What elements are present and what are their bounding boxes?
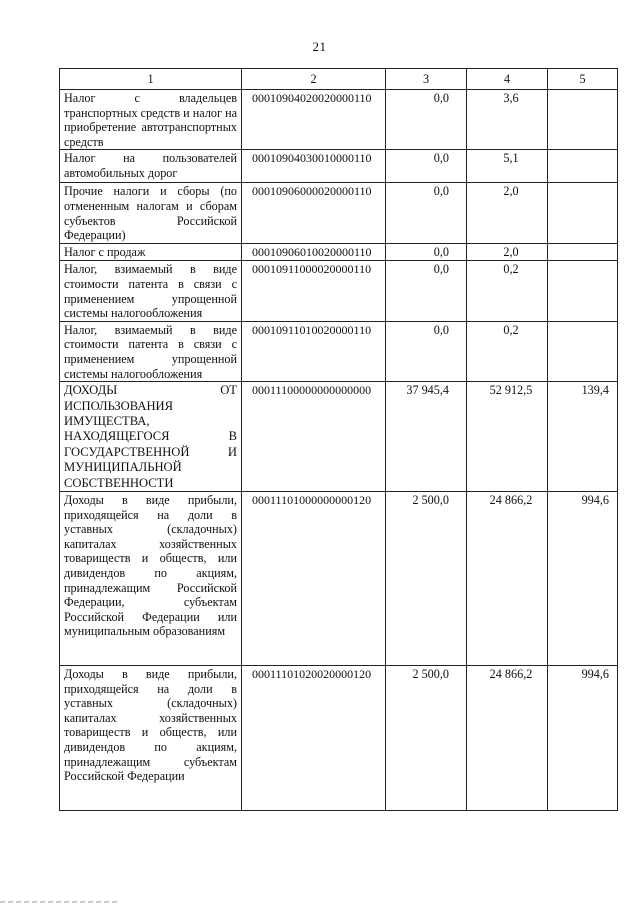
table-row xyxy=(60,150,618,183)
row-col3-cell: 0,0 xyxy=(386,90,467,150)
row-name-cell: Прочие налоги и сборы (по отмененным налогам и сборам субъектов Российской Федерации) xyxy=(60,183,242,244)
column-header-1: 1 xyxy=(60,69,242,90)
column-header-5: 5 xyxy=(548,69,618,90)
row-col5-cell xyxy=(548,261,618,321)
row-code-cell: 00010911000020000110 xyxy=(242,261,386,321)
revenue-table xyxy=(59,68,618,811)
column-header-4: 4 xyxy=(467,69,548,90)
row-col4-cell: 2,0 xyxy=(467,183,548,244)
row-name-cell: Доходы в виде прибыли, приходящейся на доли в уставных (складочных) капиталах хозяйственных товариществ и обществ, или дивидендов по акциям, принадлежащим субъектам Российской Федерации xyxy=(60,665,242,810)
row-col3-cell: 0,0 xyxy=(386,150,467,183)
row-col3-cell: 0,0 xyxy=(386,183,467,244)
column-header-3: 3 xyxy=(386,69,467,90)
row-col5-cell xyxy=(548,244,618,261)
row-name-cell: ДОХОДЫ ОТ ИСПОЛЬЗОВАНИЯ ИМУЩЕСТВА, НАХОДЯЩЕГОСЯ В ГОСУДАРСТВЕННОЙ И МУНИЦИПАЛЬНОЙ СОБСТВЕННОСТИ xyxy=(60,382,242,492)
table-row xyxy=(60,261,618,321)
row-col3-cell: 2 500,0 xyxy=(386,491,467,665)
row-col5-cell xyxy=(548,321,618,381)
table-row xyxy=(60,491,618,665)
row-col3-cell: 37 945,4 xyxy=(386,382,467,492)
row-name-cell: Налог, взимаемый в виде стоимости патента в связи с применением упрощенной системы налогообложения xyxy=(60,321,242,381)
row-col4-cell: 0,2 xyxy=(467,261,548,321)
row-code-cell: 00010906010020000110 xyxy=(242,244,386,261)
row-name-cell: Налог с продаж xyxy=(60,244,242,261)
row-col3-cell: 0,0 xyxy=(386,244,467,261)
row-col5-cell: 994,6 xyxy=(548,665,618,810)
row-col5-cell xyxy=(548,150,618,183)
row-col4-cell: 5,1 xyxy=(467,150,548,183)
scan-artifact-line xyxy=(0,901,120,903)
row-col5-cell xyxy=(548,183,618,244)
table-row xyxy=(60,183,618,244)
table-row xyxy=(60,665,618,810)
column-header-2: 2 xyxy=(242,69,386,90)
row-col5-cell: 994,6 xyxy=(548,491,618,665)
row-col4-cell: 24 866,2 xyxy=(467,491,548,665)
row-col3-cell: 0,0 xyxy=(386,321,467,381)
row-name-cell: Доходы в виде прибыли, приходящейся на доли в уставных (складочных) капиталах хозяйственных товариществ и обществ, или дивидендов по акциям, принадлежащим Российской Федерации, субъектам Российской Федерации или муниципальным образованиям xyxy=(60,491,242,665)
row-col4-cell: 0,2 xyxy=(467,321,548,381)
header-row xyxy=(60,69,618,90)
row-code-cell: 00010904020020000110 xyxy=(242,90,386,150)
row-name-cell: Налог с владельцев транспортных средств и налог на приобретение автотранспортных средств xyxy=(60,90,242,150)
row-name-cell: Налог, взимаемый в виде стоимости патента в связи с применением упрощенной системы налогообложения xyxy=(60,261,242,321)
row-col5-cell xyxy=(548,90,618,150)
row-code-cell: 00011101020020000120 xyxy=(242,665,386,810)
row-col4-cell: 3,6 xyxy=(467,90,548,150)
row-col5-cell: 139,4 xyxy=(548,382,618,492)
table-row xyxy=(60,244,618,261)
row-col4-cell: 52 912,5 xyxy=(467,382,548,492)
table-row xyxy=(60,321,618,381)
row-col3-cell: 0,0 xyxy=(386,261,467,321)
row-code-cell: 00010906000020000110 xyxy=(242,183,386,244)
row-code-cell: 00010911010020000110 xyxy=(242,321,386,381)
row-code-cell: 00011101000000000120 xyxy=(242,491,386,665)
row-col3-cell: 2 500,0 xyxy=(386,665,467,810)
page-number: 21 xyxy=(312,39,327,54)
row-code-cell: 00010904030010000110 xyxy=(242,150,386,183)
row-col4-cell: 24 866,2 xyxy=(467,665,548,810)
table-row xyxy=(60,382,618,492)
row-code-cell: 00011100000000000000 xyxy=(242,382,386,492)
row-name-cell: Налог на пользователей автомобильных дорог xyxy=(60,150,242,183)
row-col4-cell: 2,0 xyxy=(467,244,548,261)
table-row xyxy=(60,90,618,150)
